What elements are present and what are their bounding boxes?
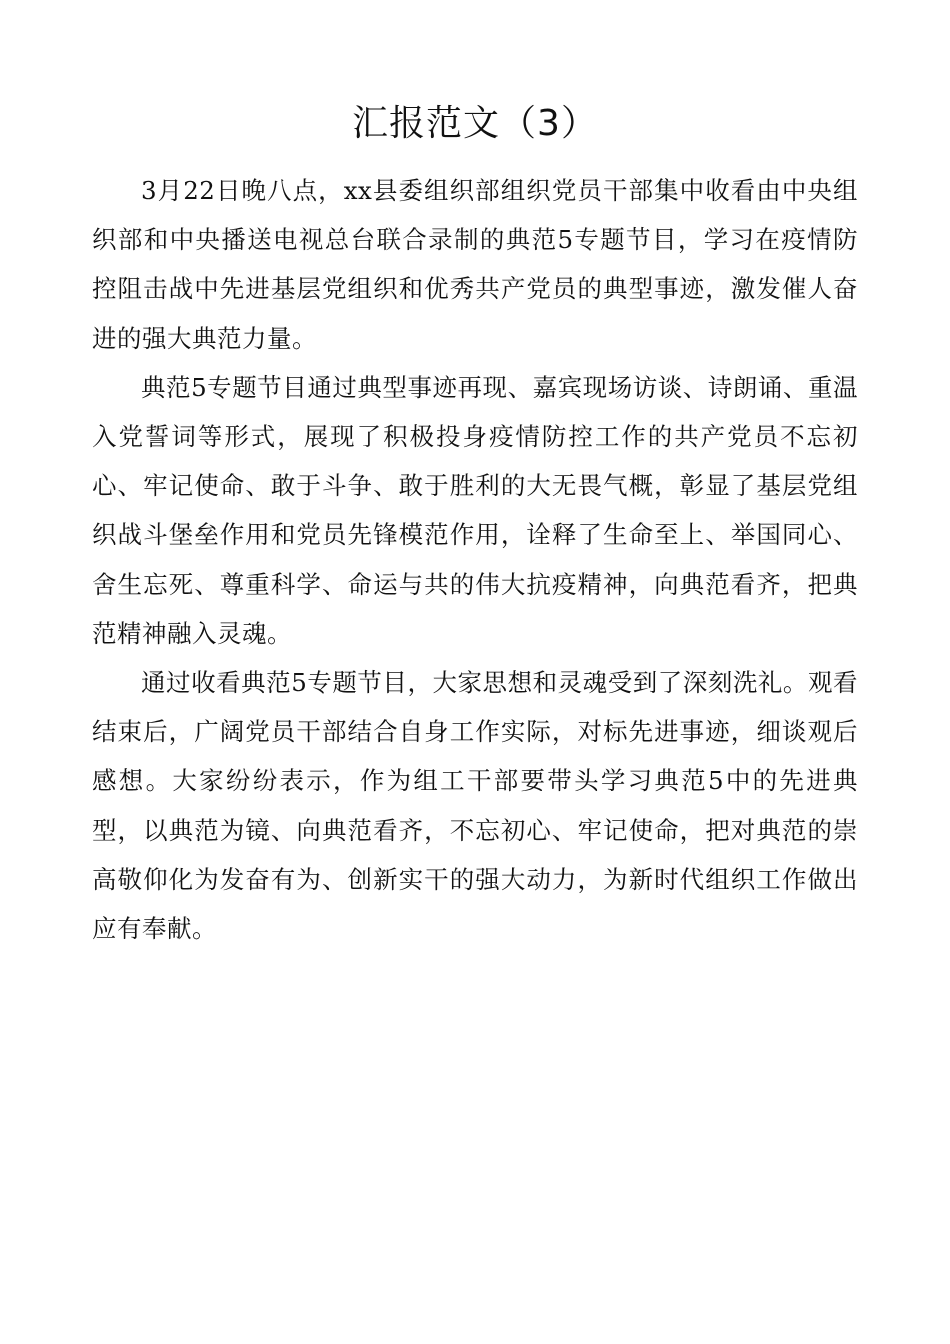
- paragraph-2: 典范5专题节目通过典型事迹再现、嘉宾现场访谈、诗朗诵、重温入党誓词等形式，展现了积极投身疫情防控工作的共产党员不忘初心、牢记使命、敢于斗争、敢于胜利的大无畏气概，彰显了基层党组织战斗堡垒作用和党员先锋模范作用，诠释了生命至上、举国同心、舍生忘死、尊重科学、命运与共的伟大抗疫精神，向典范看齐，把典范精神融入灵魂。: [92, 372, 858, 648]
- paragraph-3: 通过收看典范5专题节目，大家思想和灵魂受到了深刻洗礼。观看结束后，广阔党员干部结合自身工作实际，对标先进事迹，细谈观后感想。大家纷纷表示，作为组工干部要带头学习典范5中的先进典型，以典范为镜、向典范看齐，不忘初心、牢记使命，把对典范的崇高敬仰化为发奋有为、创新实干的强大动力，为新时代组织工作做出应有奉献。: [92, 668, 858, 944]
- paragraph-1: 3月22日晚八点，xx县委组织部组织党员干部集中收看由中央组织部和中央播送电视总台联合录制的典范5专题节目，学习在疫情防控阻击战中先进基层党组织和优秀共产党员的典型事迹，激发催人奋进的强大典范力量。: [92, 176, 858, 353]
- document-title: 汇报范文（3）: [352, 103, 598, 144]
- document-body: [92, 166, 858, 953]
